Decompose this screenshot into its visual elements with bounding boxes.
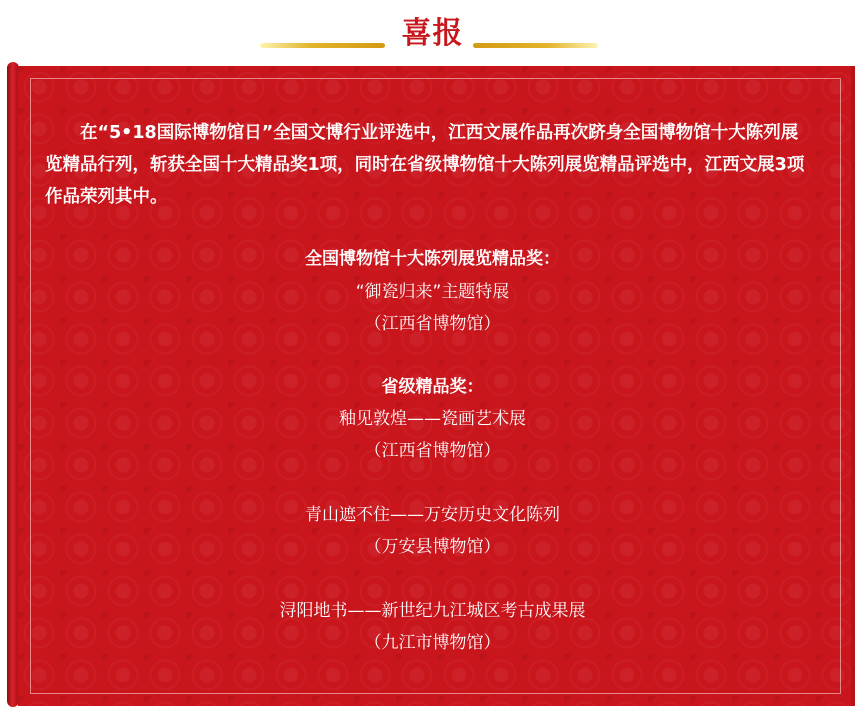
award-museum-name: （九江市博物馆）: [364, 633, 501, 653]
award-museum-name: （江西省博物馆）: [364, 314, 501, 334]
provincial-award-heading: 省级精品奖：: [381, 377, 484, 397]
page-title: 喜报: [401, 16, 464, 51]
header: [0, 0, 865, 62]
award-museum-name: （万安县博物馆）: [364, 537, 501, 557]
intro-paragraph: 在“5•18国际博物馆日”全国文博行业评选中，江西文展作品再次跻身全国博物馆十大陈列展览精品行列，斩获全国十大精品奖1项，同时在省级博物馆十大陈列展览精品评选中，江西文展3项作品荣列其中。: [45, 123, 805, 207]
award-exhibition-name: 浔阳地书——新世纪九江城区考古成果展: [279, 601, 586, 621]
award-exhibition-name: “御瓷归来”主题特展: [355, 282, 510, 302]
award-exhibition-name: 青山遮不住——万安历史文化陈列: [305, 505, 560, 525]
gold-divider-right: [473, 43, 598, 48]
national-award-heading: 全国博物馆十大陈列展览精品奖：: [305, 249, 560, 269]
award-museum-name: （江西省博物馆）: [364, 441, 501, 461]
award-exhibition-name: 釉见敦煌——瓷画艺术展: [339, 409, 526, 429]
